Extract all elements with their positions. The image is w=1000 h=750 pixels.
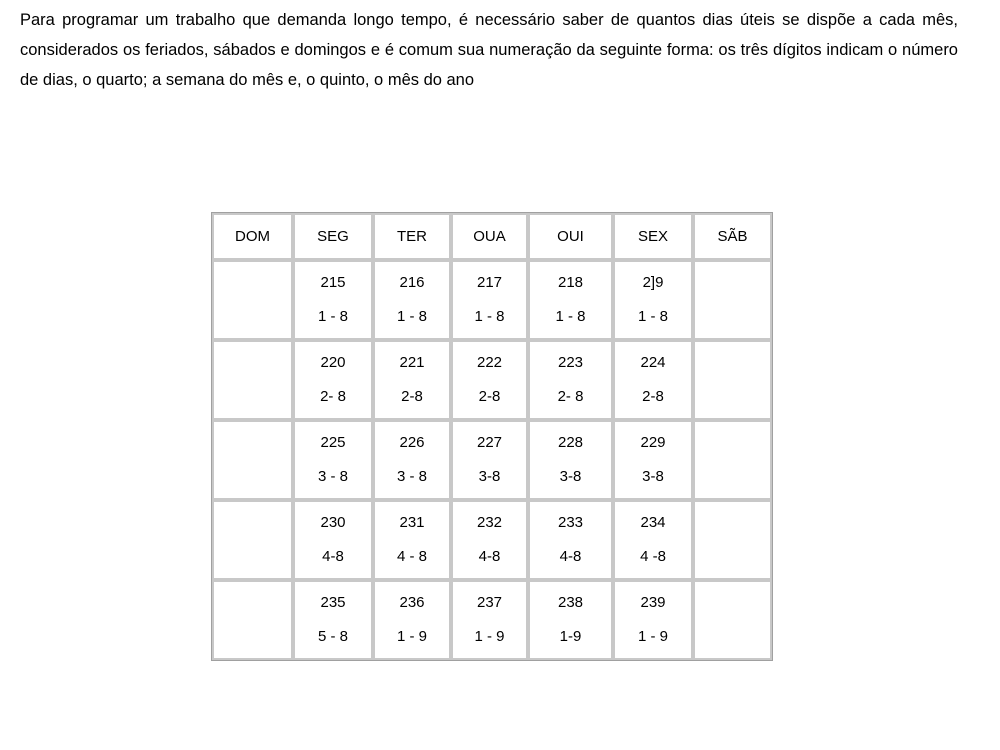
calendar-cell xyxy=(528,420,613,500)
col-header-sab xyxy=(693,213,772,260)
table-row xyxy=(212,340,772,420)
calendar-cell xyxy=(451,340,528,420)
week-month-code: 3-8 xyxy=(559,468,582,485)
calendar-cell xyxy=(451,500,528,580)
day-number: 234 xyxy=(640,514,666,531)
calendar-cell xyxy=(373,420,451,500)
week-month-code: 5 - 8 xyxy=(317,628,348,645)
calendar-cell xyxy=(293,500,373,580)
week-month-code: 1 - 9 xyxy=(637,628,668,645)
calendar-cell xyxy=(528,260,613,340)
day-number: 216 xyxy=(399,274,425,291)
intro-paragraph: Para programar um trabalho que demanda longo tempo, é necessário saber de quantos dias úteis se dispõe a cada mês, considerados os feriados, sábados e domingos e é comum sua numeração da seguinte forma: os três dígitos indicam o número de dias, o quarto; a semana do mês e, o quinto, o mês do ano xyxy=(20,11,958,89)
week-month-code: 4-8 xyxy=(322,548,344,565)
day-number: 218 xyxy=(557,274,584,291)
calendar-cell xyxy=(528,340,613,420)
week-month-code: 1 - 8 xyxy=(474,308,505,325)
calendar-cell xyxy=(293,580,373,660)
day-number: 232 xyxy=(476,514,503,531)
header-row xyxy=(212,213,772,260)
day-number: 217 xyxy=(476,274,503,291)
calendar-cell xyxy=(212,580,293,660)
calendar-cell xyxy=(451,580,528,660)
week-month-code: 2- 8 xyxy=(557,388,584,405)
calendar-cell xyxy=(528,500,613,580)
day-number: 221 xyxy=(399,354,425,371)
week-month-code: 1 - 8 xyxy=(396,308,427,325)
day-number: 227 xyxy=(476,434,503,451)
calendar-cell xyxy=(693,260,772,340)
day-number: 215 xyxy=(320,274,346,291)
week-month-code: 1 - 8 xyxy=(637,308,668,325)
col-header-label: OUA xyxy=(473,228,506,245)
day-number: 223 xyxy=(557,354,584,371)
col-header-label: SÃB xyxy=(717,228,748,245)
table-row xyxy=(212,260,772,340)
day-number: 224 xyxy=(640,354,666,371)
week-month-code: 4-8 xyxy=(559,548,582,565)
calendar-cell xyxy=(293,340,373,420)
col-header-label: OUI xyxy=(557,228,584,245)
day-number: 236 xyxy=(399,594,425,611)
calendar-cell xyxy=(613,420,693,500)
calendar-cell xyxy=(212,340,293,420)
day-number: 2]9 xyxy=(642,274,664,291)
week-month-code: 1 - 8 xyxy=(555,308,586,325)
col-header-sex xyxy=(613,213,693,260)
calendar-cell xyxy=(373,340,451,420)
week-month-code: 4 -8 xyxy=(640,548,666,565)
day-number: 238 xyxy=(557,594,584,611)
col-header-dom xyxy=(212,213,293,260)
week-month-code: 3-8 xyxy=(642,468,664,485)
week-month-code: 2-8 xyxy=(401,388,423,405)
day-number: 230 xyxy=(320,514,346,531)
calendar-cell xyxy=(293,260,373,340)
calendar-cell xyxy=(373,260,451,340)
week-month-code: 1-9 xyxy=(559,628,582,645)
week-month-code: 1 - 9 xyxy=(396,628,427,645)
calendar-cell xyxy=(693,420,772,500)
calendar-cell xyxy=(613,340,693,420)
week-month-code: 4-8 xyxy=(478,548,501,565)
week-month-code: 2-8 xyxy=(478,388,501,405)
col-header-ter xyxy=(373,213,451,260)
calendar-cell xyxy=(528,580,613,660)
week-month-code: 4 - 8 xyxy=(396,548,427,565)
day-number: 222 xyxy=(476,354,503,371)
week-month-code: 2- 8 xyxy=(320,388,346,405)
calendar-cell xyxy=(693,580,772,660)
week-month-code: 3 - 8 xyxy=(396,468,427,485)
col-header-label: TER xyxy=(397,228,427,245)
calendar-cell xyxy=(373,580,451,660)
week-month-code: 2-8 xyxy=(642,388,664,405)
col-header-seg xyxy=(293,213,373,260)
day-number: 231 xyxy=(399,514,425,531)
day-number: 220 xyxy=(320,354,346,371)
day-number: 226 xyxy=(399,434,425,451)
col-header-oua xyxy=(451,213,528,260)
day-number: 225 xyxy=(320,434,346,451)
day-number: 237 xyxy=(476,594,503,611)
calendar-cell xyxy=(212,420,293,500)
week-month-code: 1 - 8 xyxy=(317,308,348,325)
calendar-cell xyxy=(693,500,772,580)
week-month-code: 3-8 xyxy=(478,468,501,485)
week-month-code: 3 - 8 xyxy=(317,468,348,485)
calendar-cell xyxy=(451,420,528,500)
day-number: 235 xyxy=(320,594,346,611)
calendar-cell xyxy=(451,260,528,340)
calendar-table xyxy=(211,212,773,661)
table-row xyxy=(212,580,772,660)
calendar-cell xyxy=(212,260,293,340)
calendar-body xyxy=(212,260,772,660)
day-number: 233 xyxy=(557,514,584,531)
calendar-cell xyxy=(693,340,772,420)
day-number: 229 xyxy=(640,434,666,451)
col-header-label: SEG xyxy=(317,228,349,245)
week-month-code: 1 - 9 xyxy=(474,628,505,645)
calendar-cell xyxy=(212,500,293,580)
table-row xyxy=(212,500,772,580)
table-row xyxy=(212,420,772,500)
col-header-label: SEX xyxy=(637,228,668,245)
col-header-label: DOM xyxy=(235,228,270,245)
day-number: 228 xyxy=(557,434,584,451)
day-number: 239 xyxy=(640,594,666,611)
calendar-cell xyxy=(613,580,693,660)
calendar-cell xyxy=(373,500,451,580)
calendar-cell xyxy=(293,420,373,500)
calendar-cell xyxy=(613,500,693,580)
col-header-oui xyxy=(528,213,613,260)
calendar-cell xyxy=(613,260,693,340)
